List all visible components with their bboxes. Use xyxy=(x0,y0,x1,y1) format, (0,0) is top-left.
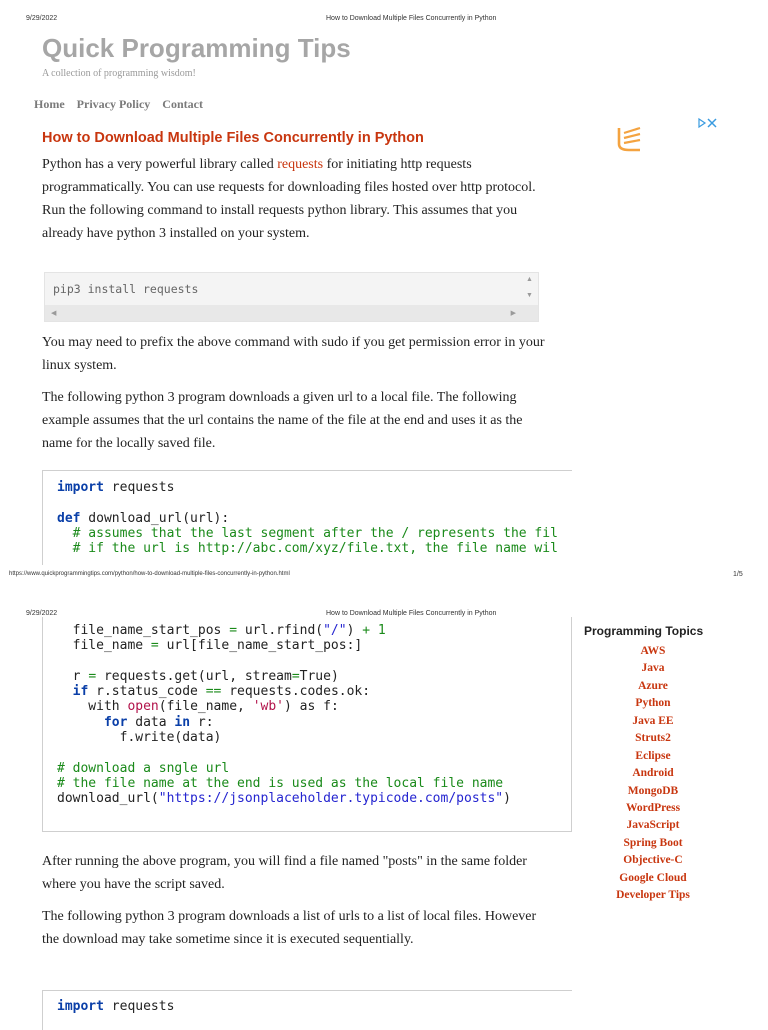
code-token: if xyxy=(72,684,89,700)
code-token: in xyxy=(174,714,191,730)
code-token: download_url(url): xyxy=(80,510,230,526)
code-token: def xyxy=(57,510,81,526)
code-comment: # if the url is http://abc.com/xyz/file.txt, the file name wil xyxy=(57,541,558,557)
print-page-title-page2: How to Download Multiple Files Concurrently in Python xyxy=(326,610,497,617)
ad-choices-icon[interactable] xyxy=(696,116,718,128)
print-page-number: 1/5 xyxy=(733,571,743,578)
code-token: r: xyxy=(190,714,214,730)
topic-link-java[interactable]: Java xyxy=(641,662,665,675)
topic-link-android[interactable]: Android xyxy=(632,767,674,780)
code-token: ) xyxy=(346,623,363,638)
nav-home[interactable]: Home xyxy=(34,97,65,111)
vertical-scrollbar[interactable] xyxy=(522,273,538,306)
site-title[interactable]: Quick Programming Tips xyxy=(42,33,351,63)
requests-link[interactable]: requests xyxy=(277,157,324,172)
install-command: pip3 install requests xyxy=(53,282,199,296)
topic-link-spring-boot[interactable]: Spring Boot xyxy=(623,836,683,849)
ad-logo-icon[interactable] xyxy=(614,124,644,154)
code-token: r xyxy=(57,668,89,684)
scroll-up-icon[interactable]: ▲ xyxy=(526,276,533,283)
code-token: (file_name, xyxy=(158,699,253,715)
code-token: requests.codes.ok: xyxy=(221,684,371,700)
print-page-title: How to Download Multiple Files Concurrently in Python xyxy=(326,15,497,22)
topic-link-java-ee[interactable]: Java EE xyxy=(632,714,674,727)
main-nav xyxy=(34,97,212,112)
sidebar-title: Programming Topics xyxy=(584,624,704,638)
list-download-paragraph: The following python 3 program downloads a list of urls to a list of local files. However the download may take sometime since it is executed sequentially. xyxy=(42,909,537,947)
code-token: = xyxy=(229,623,238,638)
intro-text-start: Python has a very powerful library called xyxy=(42,157,278,172)
topic-link-struts2[interactable]: Struts2 xyxy=(635,732,671,745)
nav-privacy-policy[interactable]: Privacy Policy xyxy=(76,97,151,111)
topic-link-developer-tips[interactable]: Developer Tips xyxy=(616,889,690,902)
install-command-box[interactable] xyxy=(44,272,539,322)
code-token: import xyxy=(57,480,104,495)
after-run-paragraph: After running the above program, you will find a file named "posts" in the same folder where you have the script saved. xyxy=(42,854,527,892)
topic-link-wordpress[interactable]: WordPress xyxy=(625,801,681,814)
code-token: requests xyxy=(103,999,175,1014)
code-token: requests xyxy=(103,480,175,495)
code-token: with xyxy=(57,699,128,715)
topic-link-eclipse[interactable]: Eclipse xyxy=(635,749,671,762)
sudo-paragraph: You may need to prefix the above command with sudo if you get permission error in your linux system. xyxy=(42,335,545,373)
code-token: = xyxy=(291,668,300,684)
print-date-page2: 9/29/2022 xyxy=(26,610,58,617)
code-token: r.status_code xyxy=(88,684,206,700)
code-token: = xyxy=(150,638,159,654)
code-token: = xyxy=(88,668,97,684)
code-comment: # download a sngle url xyxy=(57,760,230,776)
code-token: import xyxy=(57,999,104,1014)
code-token: True) xyxy=(299,668,339,684)
single-download-paragraph: The following python 3 program downloads a given url to a local file. The following example assumes that the url contains the name of the file at the end and uses it as the name for the locally saved file. xyxy=(42,390,523,451)
code-builtin: open xyxy=(127,699,159,715)
scroll-right-icon[interactable]: ▶ xyxy=(510,310,516,317)
code-comment: # assumes that the last segment after the / represents the fil xyxy=(57,525,558,541)
print-url: https://www.quickprogrammingtips.com/python/how-to-download-multiple-files-concurrently-in-python.html xyxy=(9,571,290,577)
site-tagline: A collection of programming wisdom! xyxy=(42,68,196,79)
intro-text-end: for initiating http requests programmatically. You can use requests for downloading files hosted over http protocol. Run the following command to install requests python library. This assumes that you already have python 3 installed on your system. xyxy=(42,157,536,241)
code-token: ) as f: xyxy=(284,699,339,715)
code-block-part-2[interactable] xyxy=(42,617,572,832)
code-token: requests.get(url, stream xyxy=(96,668,292,684)
print-date: 9/29/2022 xyxy=(26,15,58,22)
code-token: url.rfind( xyxy=(237,623,324,638)
code-string: 'wb' xyxy=(252,699,284,715)
topic-link-objective-c[interactable]: Objective-C xyxy=(623,854,683,867)
code-token: file_name xyxy=(57,638,151,654)
code-string: "https://jsonplaceholder.typicode.com/posts" xyxy=(158,791,504,807)
scroll-left-icon[interactable]: ◀ xyxy=(51,310,57,317)
code-token: for xyxy=(103,714,128,730)
code-token: data xyxy=(127,714,175,730)
code-token: 1 xyxy=(370,623,386,638)
code-lines-2 xyxy=(57,999,174,1014)
code-token: file_name_start_pos xyxy=(57,623,230,638)
nav-contact[interactable]: Contact xyxy=(162,97,203,111)
intro-paragraph xyxy=(42,153,547,245)
article-title[interactable]: How to Download Multiple Files Concurrently in Python xyxy=(42,130,424,146)
code-block-part-1[interactable] xyxy=(42,470,572,565)
topic-link-python[interactable]: Python xyxy=(635,697,671,710)
code-token: url[file_name_start_pos:] xyxy=(158,638,363,654)
horizontal-scrollbar[interactable] xyxy=(45,305,538,321)
code-token: download_url( xyxy=(57,791,159,807)
topic-link-google-cloud[interactable]: Google Cloud xyxy=(619,871,687,884)
topics-list xyxy=(582,645,724,907)
code-comment: # the file name at the end is used as the local file name xyxy=(57,775,504,791)
code-string: "/" xyxy=(323,623,347,638)
topic-link-aws[interactable]: AWS xyxy=(640,645,666,657)
code-block-2[interactable] xyxy=(42,990,572,1030)
scroll-down-icon[interactable]: ▼ xyxy=(526,292,533,299)
code-lines xyxy=(57,480,558,556)
code-token: + xyxy=(362,623,371,638)
code-lines-continued xyxy=(57,623,511,807)
code-token: ) xyxy=(503,791,511,807)
code-token: f.write(data) xyxy=(57,730,222,746)
topic-link-javascript[interactable]: JavaScript xyxy=(626,819,680,832)
code-token: == xyxy=(205,684,222,700)
topic-link-azure[interactable]: Azure xyxy=(638,679,668,692)
topic-link-mongodb[interactable]: MongoDB xyxy=(627,784,679,797)
